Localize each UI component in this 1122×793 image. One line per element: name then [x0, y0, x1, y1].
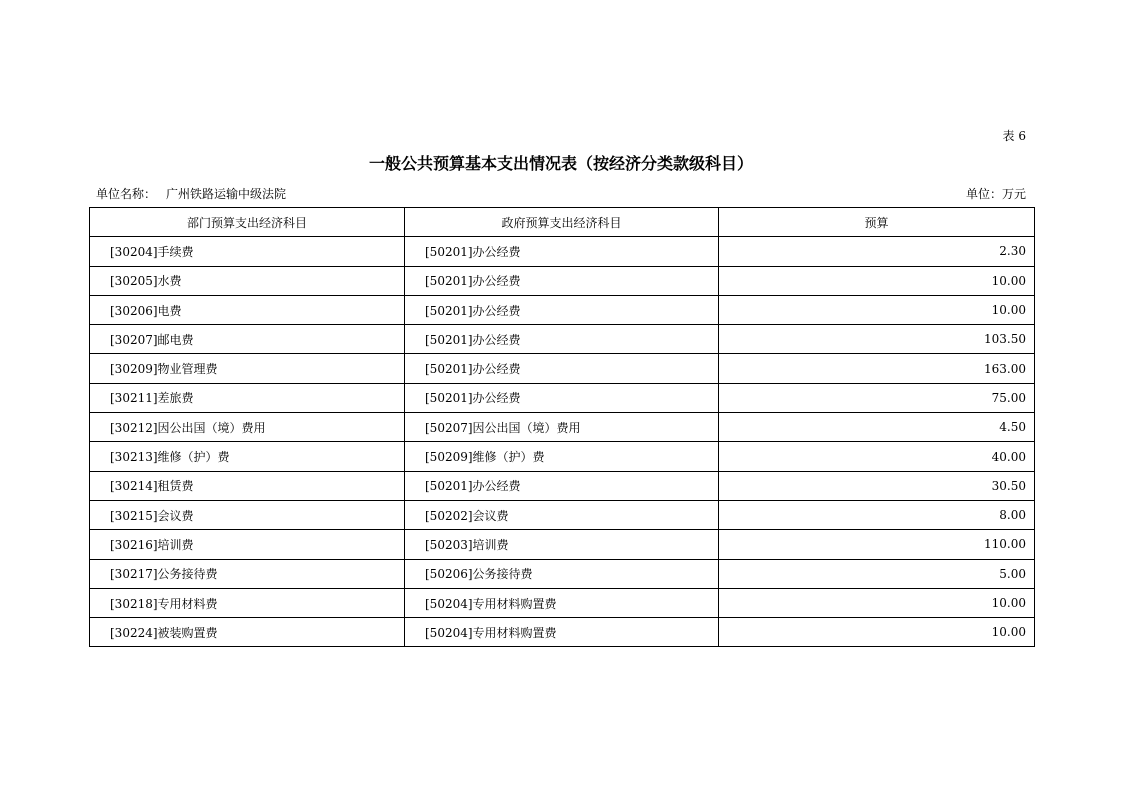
budget-value-cell: 40.00 — [719, 442, 1035, 471]
budget-value-cell: 110.00 — [719, 530, 1035, 559]
gov-subject-cell: [50202]会议费 — [405, 500, 719, 529]
budget-value-cell: 10.00 — [719, 618, 1035, 647]
budget-value-cell: 10.00 — [719, 295, 1035, 324]
table-number: 表 6 — [1002, 129, 1026, 143]
table-row — [90, 442, 1035, 471]
dept-subject-cell: [30217]公务接待费 — [90, 559, 405, 588]
table-row — [90, 588, 1035, 617]
budget-value-cell: 163.00 — [719, 354, 1035, 383]
dept-subject-cell: [30207]邮电费 — [90, 325, 405, 354]
currency-unit: 单位：万元 — [965, 187, 1026, 201]
budget-value-cell: 75.00 — [719, 383, 1035, 412]
budget-value-cell: 2.30 — [719, 237, 1035, 266]
budget-value-cell: 103.50 — [719, 325, 1035, 354]
page-title: 一般公共预算基本支出情况表（按经济分类款级科目） — [368, 154, 753, 173]
budget-table — [89, 207, 1035, 647]
table-row — [90, 237, 1035, 266]
budget-value-cell: 10.00 — [719, 266, 1035, 295]
dept-subject-cell: [30215]会议费 — [90, 500, 405, 529]
table-body — [90, 237, 1035, 647]
gov-subject-cell: [50207]因公出国（境）费用 — [405, 413, 719, 442]
dept-subject-cell: [30212]因公出国（境）费用 — [90, 413, 405, 442]
gov-subject-cell: [50209]维修（护）费 — [405, 442, 719, 471]
table-row — [90, 266, 1035, 295]
dept-subject-cell: [30211]差旅费 — [90, 383, 405, 412]
gov-subject-cell: [50201]办公经费 — [405, 266, 719, 295]
gov-subject-cell: [50201]办公经费 — [405, 237, 719, 266]
table-row — [90, 413, 1035, 442]
unit-name-block — [96, 185, 296, 202]
dept-subject-cell: [30216]培训费 — [90, 530, 405, 559]
gov-subject-cell: [50206]公务接待费 — [405, 559, 719, 588]
unit-name: 广州铁路运输中级法院 — [166, 187, 287, 201]
gov-subject-cell: [50201]办公经费 — [405, 471, 719, 500]
dept-subject-cell: [30213]维修（护）费 — [90, 442, 405, 471]
unit-name-label: 单位名称： — [96, 187, 157, 201]
table-row — [90, 325, 1035, 354]
table-row — [90, 530, 1035, 559]
table-row — [90, 354, 1035, 383]
table-row — [90, 383, 1035, 412]
gov-subject-cell: [50201]办公经费 — [405, 325, 719, 354]
dept-subject-cell: [30218]专用材料费 — [90, 588, 405, 617]
unit-info-row — [96, 185, 1026, 202]
gov-subject-cell: [50201]办公经费 — [405, 354, 719, 383]
gov-subject-cell: [50203]培训费 — [405, 530, 719, 559]
table-row — [90, 559, 1035, 588]
dept-subject-cell: [30205]水费 — [90, 266, 405, 295]
column-header-budget: 预算 — [719, 208, 1035, 237]
budget-value-cell: 30.50 — [719, 471, 1035, 500]
budget-value-cell: 8.00 — [719, 500, 1035, 529]
budget-value-cell: 10.00 — [719, 588, 1035, 617]
table-header-row — [90, 208, 1035, 237]
table-row — [90, 471, 1035, 500]
dept-subject-cell: [30209]物业管理费 — [90, 354, 405, 383]
budget-value-cell: 5.00 — [719, 559, 1035, 588]
gov-subject-cell: [50201]办公经费 — [405, 295, 719, 324]
budget-value-cell: 4.50 — [719, 413, 1035, 442]
table-row — [90, 295, 1035, 324]
dept-subject-cell: [30214]租赁费 — [90, 471, 405, 500]
gov-subject-cell: [50204]专用材料购置费 — [405, 618, 719, 647]
dept-subject-cell: [30224]被装购置费 — [90, 618, 405, 647]
table-row — [90, 618, 1035, 647]
column-header-dept-economic-subject: 部门预算支出经济科目 — [90, 208, 405, 237]
dept-subject-cell: [30204]手续费 — [90, 237, 405, 266]
gov-subject-cell: [50201]办公经费 — [405, 383, 719, 412]
table-row — [90, 500, 1035, 529]
dept-subject-cell: [30206]电费 — [90, 295, 405, 324]
column-header-gov-economic-subject: 政府预算支出经济科目 — [405, 208, 719, 237]
gov-subject-cell: [50204]专用材料购置费 — [405, 588, 719, 617]
